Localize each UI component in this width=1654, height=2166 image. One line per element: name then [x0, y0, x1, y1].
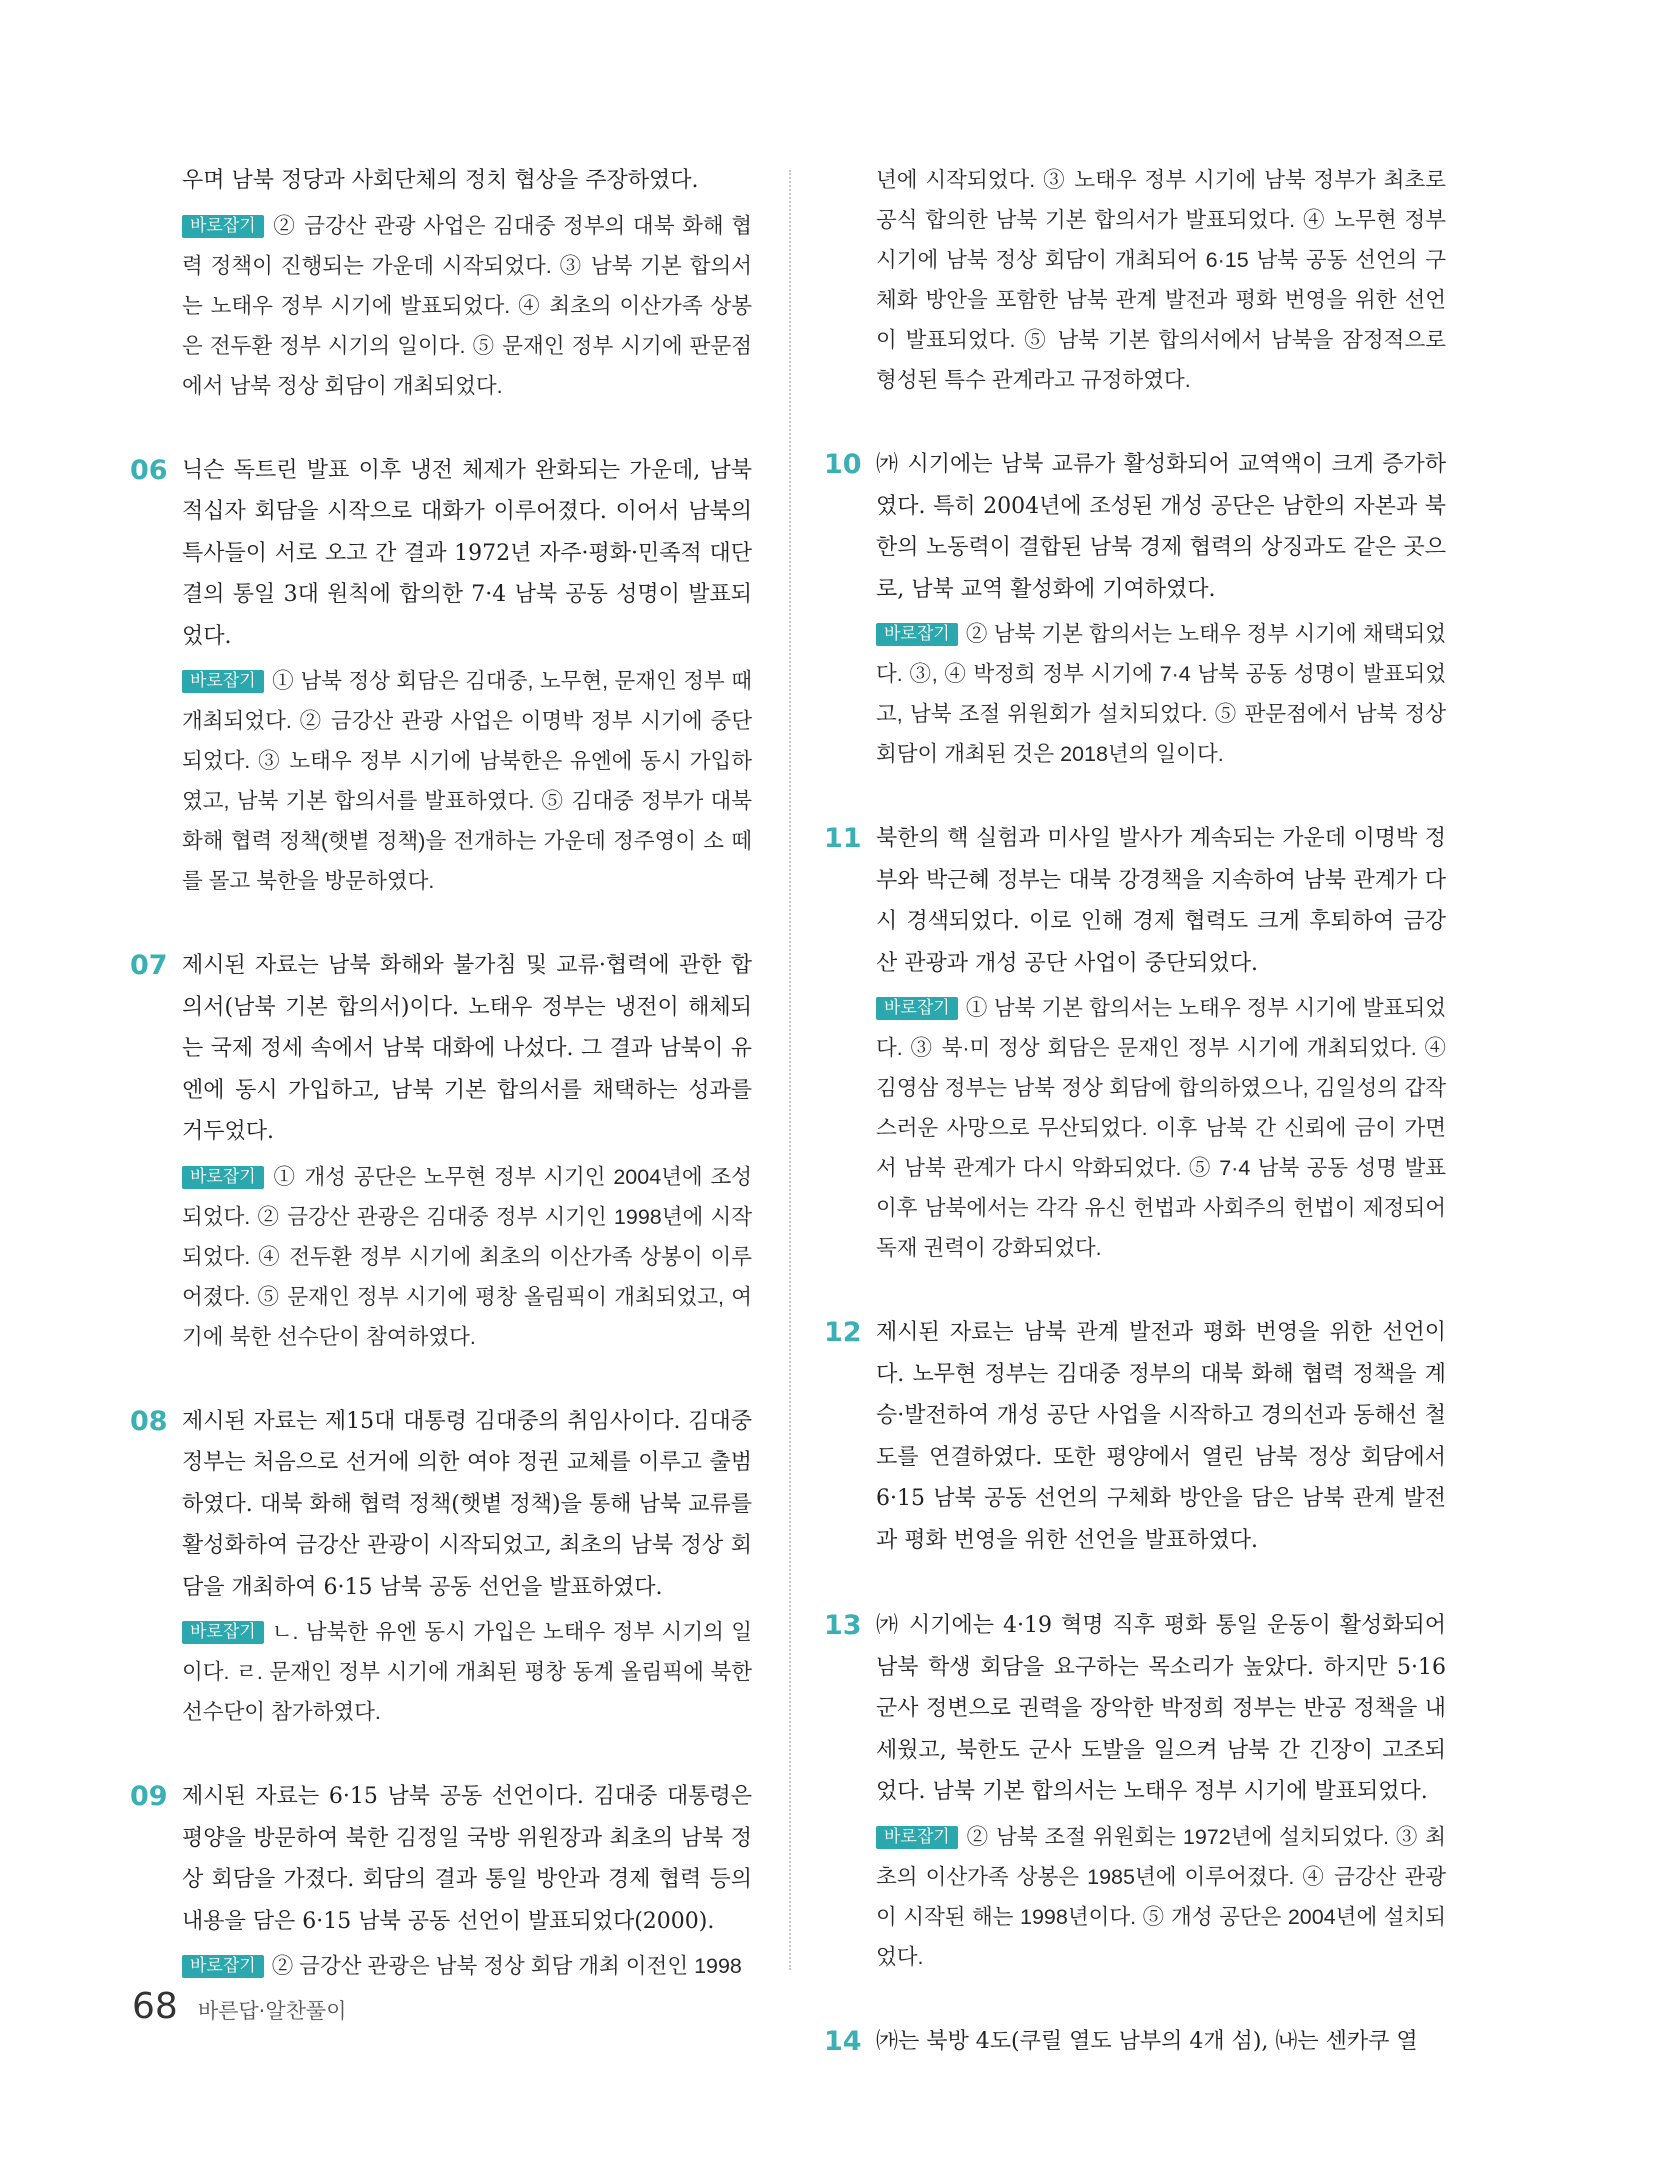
correction-badge: 바로잡기 — [876, 997, 958, 1020]
correction-badge: 바로잡기 — [182, 215, 264, 238]
question-number: 13 — [824, 1610, 862, 1641]
correction-note — [876, 614, 1446, 774]
correction-badge: 바로잡기 — [182, 1955, 264, 1978]
question-14 — [824, 2021, 1446, 2063]
question-10 — [824, 444, 1446, 774]
question-09 — [130, 1776, 752, 1986]
correction-note — [182, 1946, 752, 1986]
question-07 — [130, 945, 752, 1357]
question-number: 09 — [130, 1781, 168, 1812]
note-text: ① 개성 공단은 노무현 정부 시기인 2004년에 조성되었다. ② 금강산 관광은 김대중 정부 시기인 1998년에 시작되었다. ④ 전두환 정부 시기에 최초의 이산가족 상봉이 이루어졌다. ⑤ 문재인 정부 시기에 평창 올림픽이 개최되었고, 여기에 북한 선수단이 참여하였다. — [182, 1164, 752, 1349]
page-number: 68 — [132, 1986, 178, 2027]
body-text: ㈎는 북방 4도(쿠릴 열도 남부의 4개 섬), ㈏는 센카쿠 열 — [876, 2028, 1418, 2054]
body-text: 북한의 핵 실험과 미사일 발사가 계속되는 가운데 이명박 정부와 박근혜 정부는 대북 강경책을 지속하여 남북 관계가 다시 경색되었다. 이로 인해 경제 협력도 크게 후퇴하여 금강산 관광과 개성 공단 사업이 중단되었다. — [876, 826, 1446, 976]
question-number: 07 — [130, 950, 168, 981]
question-number: 11 — [824, 823, 862, 854]
body-text: 제시된 자료는 6·15 남북 공동 선언이다. 김대중 대통령은 평양을 방문하여 북한 김정일 국방 위원장과 최초의 남북 정상 회담을 가졌다. 회담의 결과 통일 방안과 경제 협력 등의 내용을 담은 6·15 남북 공동 선언이 발표되었다(2000). — [182, 1784, 752, 1934]
question-12 — [824, 1312, 1446, 1561]
correction-note — [876, 1817, 1446, 1977]
correction-badge: 바로잡기 — [182, 670, 264, 693]
body-text: 제시된 자료는 남북 화해와 불가침 및 교류·협력에 관한 합의서(남북 기본 합의서)이다. 노태우 정부는 냉전이 해체되는 국제 정세 속에서 남북 대화에 나섰다. 그 결과 남북이 유엔에 동시 가입하고, 남북 기본 합의서를 채택하는 성과를 거두었다. — [182, 953, 752, 1144]
correction-badge: 바로잡기 — [876, 623, 958, 646]
question-number: 12 — [824, 1317, 862, 1348]
correction-note — [182, 661, 752, 901]
page-footer — [132, 1986, 347, 2027]
question-11 — [824, 818, 1446, 1268]
note-text: 년에 시작되었다. ③ 노태우 정부 시기에 남북 정부가 최초로 공식 합의한 남북 기본 합의서가 발표되었다. ④ 노무현 정부 시기에 남북 정상 회담이 개최되어 6·15 남북 공동 선언의 구체화 방안을 포함한 남북 관계 발전과 평화 번영을 위한 선언이 발표되었다. ⑤ 남북 기본 합의서에서 남북을 잠정적으로 형성된 특수 관계라고 규정하였다. — [876, 168, 1446, 392]
note-text: ① 남북 정상 회담은 김대중, 노무현, 문재인 정부 때 개최되었다. ② 금강산 관광 사업은 이명박 정부 시기에 중단되었다. ③ 노태우 정부 시기에 남북한은 유엔에 동시 가입하였고, 남북 기본 합의서를 발표하였다. ⑤ 김대중 정부가 대북 화해 협력 정책(햇볕 정책)을 전개하는 가운데 정주영이 소 떼를 몰고 북한을 방문하였다. — [182, 669, 752, 893]
note-text: ② 남북 기본 합의서는 노태우 정부 시기에 채택되었다. ③, ④ 박정희 정부 시기에 7·4 남북 공동 성명이 발표되었고, 남북 조절 위원회가 설치되었다. ⑤ 판문점에서 남북 정상 회담이 개최된 것은 2018년의 일이다. — [876, 622, 1446, 766]
continuation-block — [182, 160, 752, 406]
correction-note — [182, 206, 752, 406]
continuation-block — [876, 160, 1446, 400]
note-text: ② 금강산 관광 사업은 김대중 정부의 대북 화해 협력 정책이 진행되는 가운데 시작되었다. ③ 남북 기본 합의서는 노태우 정부 시기에 발표되었다. ④ 최초의 이산가족 상봉은 전두환 정부 시기의 일이다. ⑤ 문재인 정부 시기에 판문점에서 남북 정상 회담이 개최되었다. — [182, 213, 752, 398]
body-text: 제시된 자료는 남북 관계 발전과 평화 번영을 위한 선언이다. 노무현 정부는 김대중 정부의 대북 화해 협력 정책을 계승·발전하여 개성 공단 사업을 시작하고 경의선과 동해선 철도를 연결하였다. 또한 평양에서 열린 남북 정상 회담에서 6·15 남북 공동 선언의 구체화 방안을 담은 남북 관계 발전과 평화 번영을 위한 선언을 발표하였다. — [876, 1320, 1446, 1553]
note-text: ① 남북 기본 합의서는 노태우 정부 시기에 발표되었다. ③ 북·미 정상 회담은 문재인 정부 시기에 개최되었다. ④ 김영삼 정부는 남북 정상 회담에 합의하였으나, 김일성의 갑작스러운 사망으로 무산되었다. 이후 남북 간 신뢰에 금이 가면서 남북 관계가 다시 악화되었다. ⑤ 7·4 남북 공동 성명 발표 이후 남북에서는 각각 유신 헌법과 사회주의 헌법이 제정되어 독재 권력이 강화되었다. — [876, 996, 1446, 1260]
body-text: 닉슨 독트린 발표 이후 냉전 체제가 완화되는 가운데, 남북 적십자 회담을 시작으로 대화가 이루어졌다. 이어서 남북의 특사들이 서로 오고 간 결과 1972년 자주·평화·민족적 대단결의 통일 3대 원칙에 합의한 7·4 남북 공동 성명이 발표되었다. — [182, 457, 752, 649]
correction-note — [876, 988, 1446, 1268]
body-text: ㈎ 시기에는 4·19 혁명 직후 평화 통일 운동이 활성화되어 남북 학생 회담을 요구하는 목소리가 높았다. 하지만 5·16 군사 정변으로 권력을 장악한 박정희 정부는 반공 정책을 내세웠고, 북한도 군사 도발을 일으켜 남북 간 긴장이 고조되었다. 남북 기본 합의서는 노태우 정부 시기에 발표되었다. — [876, 1613, 1446, 1804]
question-number: 14 — [824, 2025, 862, 2057]
note-text: ② 금강산 관광은 남북 정상 회담 개최 이전인 1998 — [271, 1954, 742, 1978]
question-13 — [824, 1605, 1446, 1977]
correction-note — [182, 1612, 752, 1732]
column-divider — [789, 170, 791, 1970]
correction-note — [182, 1157, 752, 1357]
question-number: 06 — [130, 454, 168, 486]
body-text: 우며 남북 정당과 사회단체의 정치 협상을 주장하였다. — [182, 168, 699, 193]
correction-badge: 바로잡기 — [876, 1826, 958, 1849]
question-08 — [130, 1401, 752, 1733]
right-column — [824, 160, 1446, 2106]
footer-label: 바른답·알찬풀이 — [197, 1999, 347, 2023]
body-text: ㈎ 시기에는 남북 교류가 활성화되어 교역액이 크게 증가하였다. 특히 2004년에 조성된 개성 공단은 남한의 자본과 북한의 노동력이 결합된 남북 경제 협력의 상징과도 같은 곳으로, 남북 교역 활성화에 기여하였다. — [876, 452, 1446, 602]
note-text: ㄴ. 남북한 유엔 동시 가입은 노태우 정부 시기의 일이다. ㄹ. 문재인 정부 시기에 개최된 평창 동계 올림픽에 북한 선수단이 참가하였다. — [182, 1620, 752, 1724]
correction-badge: 바로잡기 — [182, 1166, 264, 1189]
question-06 — [130, 450, 752, 902]
note-text: ② 남북 조절 위원회는 1972년에 설치되었다. ③ 최초의 이산가족 상봉은 1985년에 이루어졌다. ④ 금강산 관광이 시작된 해는 1998년이다. ⑤ 개성 공단은 2004년에 설치되었다. — [876, 1824, 1446, 1969]
body-text: 제시된 자료는 제15대 대통령 김대중의 취임사이다. 김대중 정부는 처음으로 선거에 의한 여야 정권 교체를 이루고 출범하였다. 대북 화해 협력 정책(햇볕 정책)을 통해 남북 교류를 활성화하여 금강산 관광이 시작되었고, 최초의 남북 정상 회담을 개최하여 6·15 남북 공동 선언을 발표하였다. — [182, 1408, 752, 1600]
correction-badge: 바로잡기 — [182, 1621, 264, 1644]
question-number: 10 — [824, 449, 862, 480]
question-number: 08 — [130, 1405, 168, 1437]
